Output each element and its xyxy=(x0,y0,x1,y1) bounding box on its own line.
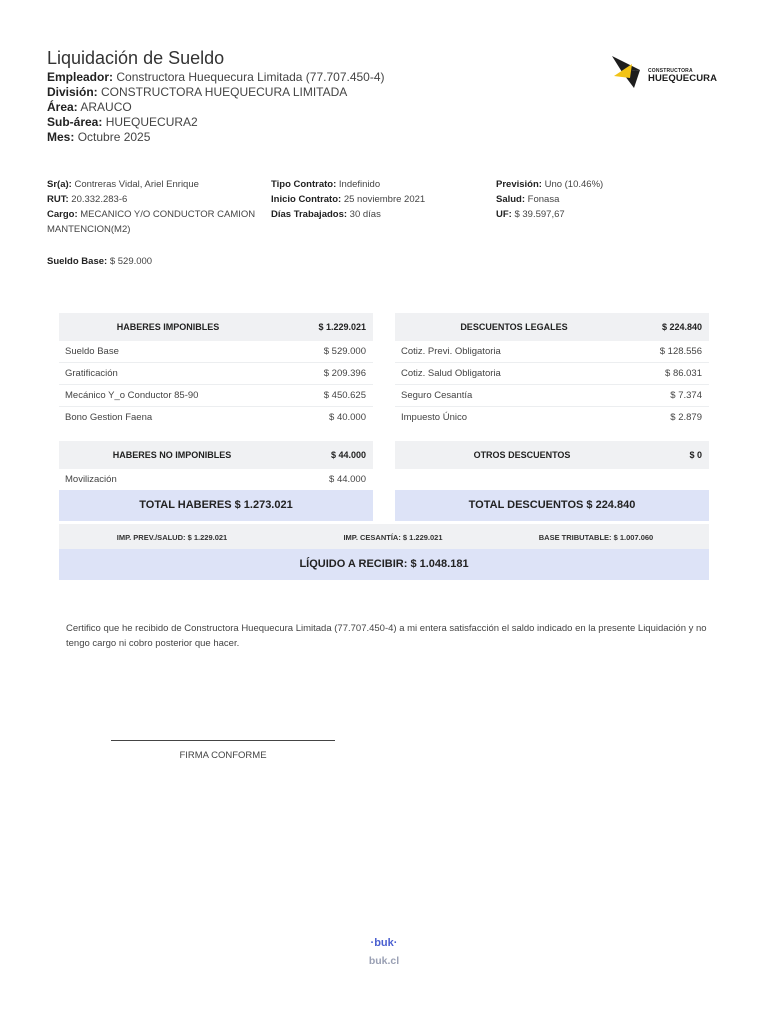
table-row: Cotiz. Previ. Obligatoria $ 128.556 xyxy=(395,341,709,363)
otros-descuentos-title: OTROS DESCUENTOS xyxy=(473,450,571,460)
liquido-a-recibir-bar: LÍQUIDO A RECIBIR: $ 1.048.181 xyxy=(59,549,709,580)
sr-field: Sr(a): Contreras Vidal, Ariel Enrique xyxy=(47,179,199,190)
table-row: Mecánico Y_o Conductor 85-90 $ 450.625 xyxy=(59,385,373,407)
total-descuentos-bar: TOTAL DESCUENTOS $ 224.840 xyxy=(395,490,709,521)
signature-label: FIRMA CONFORME xyxy=(179,750,267,761)
subarea-line: Sub-área: HUEQUECURA2 xyxy=(47,115,198,129)
otros-descuentos-header xyxy=(395,441,709,469)
certification-text: Certifico que he recibido de Constructora Huequecura Limitada (77.707.450-4) a mi entera satisfacción el saldo indicado en la presente Liquidación y no tengo cargo ni cobro posterior que hacer. xyxy=(66,623,707,649)
employer-line: Empleador: Constructora Huequecura Limitada (77.707.450-4) xyxy=(47,70,385,84)
cargo-field: Cargo: MECANICO Y/O CONDUCTOR CAMION xyxy=(47,209,256,220)
buk-link[interactable]: buk.cl xyxy=(368,955,400,967)
signature-line xyxy=(111,740,335,741)
imp-prev-salud: IMP. PREV./SALUD: $ 1.229.021 xyxy=(116,533,228,542)
prevision-field: Previsión: Uno (10.46%) xyxy=(496,179,604,190)
descuentos-legales-title: DESCUENTOS LEGALES xyxy=(460,322,568,332)
haberes-imponibles-header xyxy=(59,313,373,341)
cargo-field-cont: MANTENCION(M2) xyxy=(47,224,131,235)
health-field: Salud: Fonasa xyxy=(496,194,560,205)
page-title: Liquidación de Sueldo xyxy=(47,48,225,68)
otros-descuentos-total: $ 0 xyxy=(689,450,702,460)
descuentos-legales-total: $ 224.840 xyxy=(661,322,702,332)
haberes-no-imponibles-total: $ 44.000 xyxy=(330,450,366,460)
haberes-imponibles-total: $ 1.229.021 xyxy=(318,322,366,332)
total-haberes-bar: TOTAL HABERES $ 1.273.021 xyxy=(59,490,373,521)
logo-mark-icon xyxy=(610,50,646,90)
table-row: Gratificación $ 209.396 xyxy=(59,363,373,385)
imp-cesantia: IMP. CESANTÍA: $ 1.229.021 xyxy=(343,533,443,542)
haberes-no-imponibles-header xyxy=(59,441,373,469)
rut-field: RUT: 20.332.283-6 xyxy=(47,194,128,205)
table-row: Impuesto Único $ 2.879 xyxy=(401,412,702,423)
table-row: Bono Gestion Faena $ 40.000 xyxy=(65,412,366,423)
table-row: Cotiz. Salud Obligatoria $ 86.031 xyxy=(395,363,709,385)
uf-field: UF: $ 39.597,67 xyxy=(496,209,565,220)
descuentos-legales-header xyxy=(395,313,709,341)
haberes-imponibles-title: HABERES IMPONIBLES xyxy=(116,322,220,332)
base-tributable: BASE TRIBUTABLE: $ 1.007.060 xyxy=(538,533,654,542)
table-row: Movilización $ 44.000 xyxy=(65,474,366,485)
days-worked-field: Días Trabajados: 30 días xyxy=(271,209,381,220)
table-row: Sueldo Base $ 529.000 xyxy=(59,341,373,363)
haberes-no-imponibles-title: HABERES NO IMPONIBLES xyxy=(112,450,232,460)
logo-big-text: HUEQUECURA xyxy=(648,73,718,84)
buk-logo-icon: ·buk· xyxy=(370,937,398,949)
area-line: Área: ARAUCO xyxy=(47,100,132,114)
division-line: División: CONSTRUCTORA HUEQUECURA LIMITADA xyxy=(47,85,348,99)
contract-start-field: Inicio Contrato: 25 noviembre 2021 xyxy=(271,194,426,205)
company-logo xyxy=(610,50,720,90)
table-row: Seguro Cesantía $ 7.374 xyxy=(395,385,709,407)
contract-type-field: Tipo Contrato: Indefinido xyxy=(271,179,381,190)
logo-small-text: CONSTRUCTORA xyxy=(648,68,693,74)
tax-base-bar xyxy=(59,524,709,549)
base-salary-field: Sueldo Base: $ 529.000 xyxy=(47,256,153,267)
month-line: Mes: Octubre 2025 xyxy=(47,130,151,144)
